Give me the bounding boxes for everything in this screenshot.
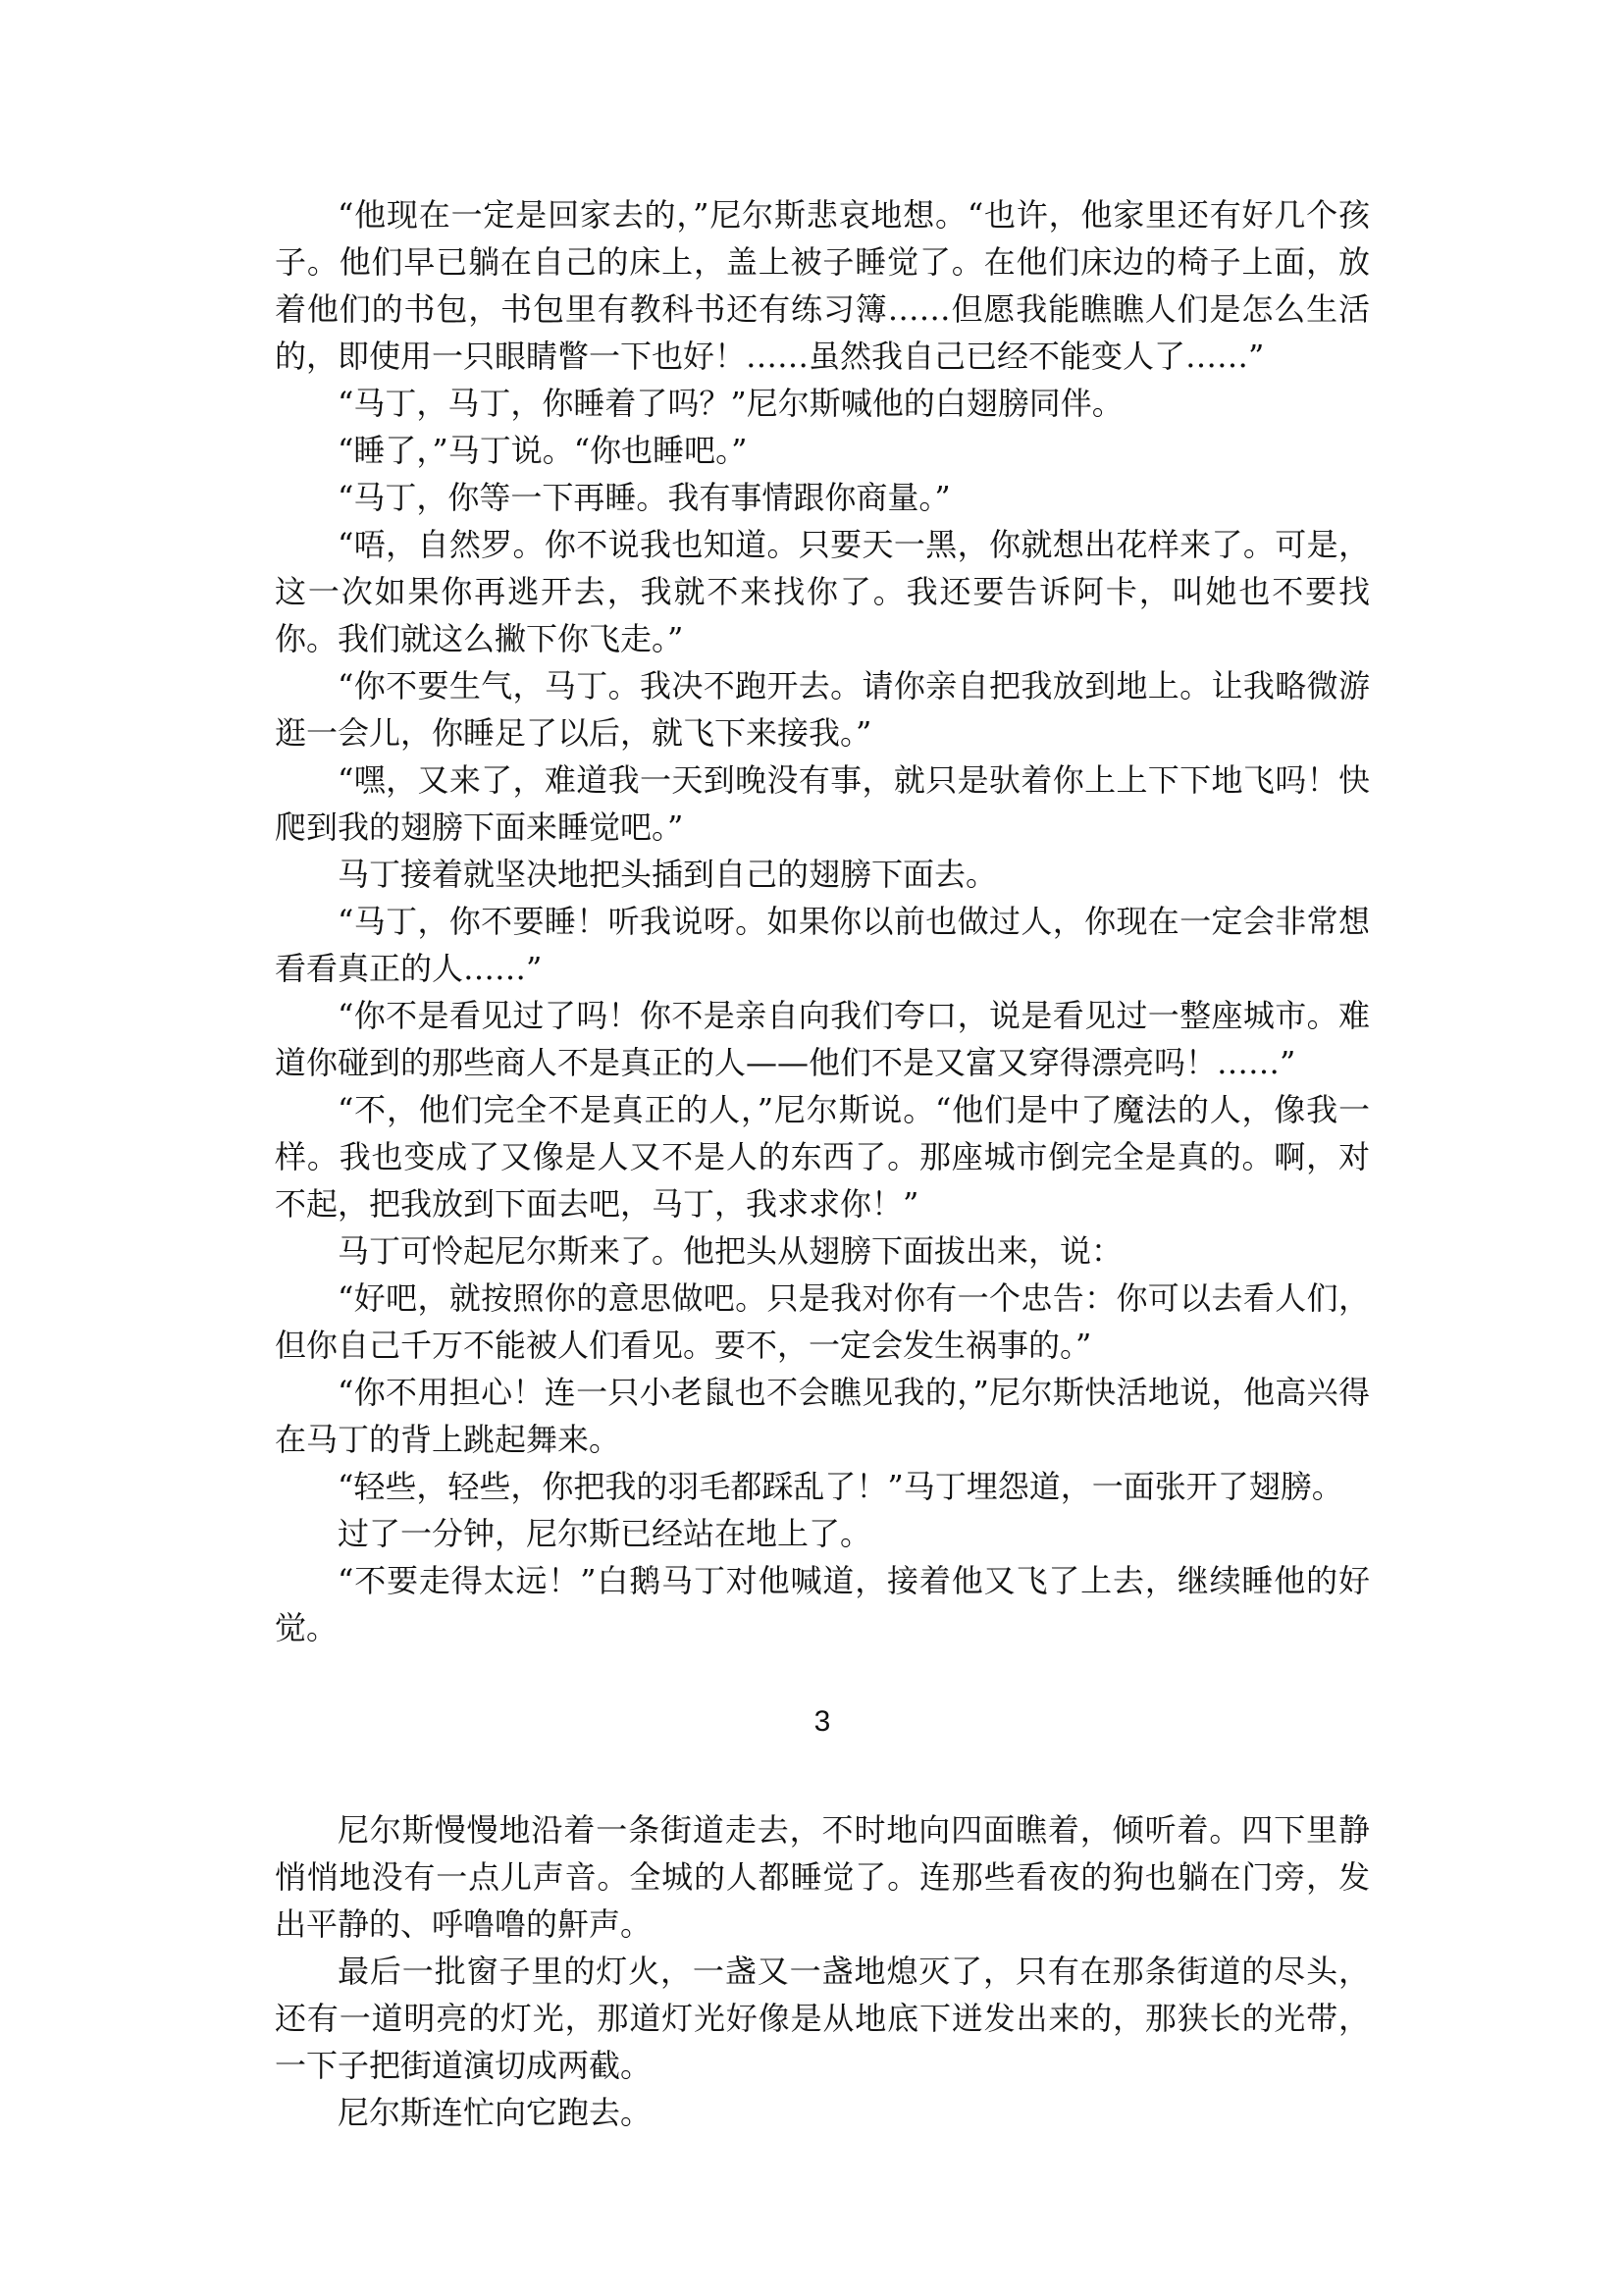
section-three-text: [275, 1806, 1370, 2136]
paragraph: 马丁接着就坚决地把头插到自己的翅膀下面去。: [338, 856, 998, 893]
paragraph: “唔，自然罗。你不说我也知道。只要天一黑，你就想出花样来了。可是，这一次如果你再逃开去，我就不来找你了。我还要告诉阿卡，叫她也不要找你。我们就这么撇下你飞走。”: [275, 526, 1370, 657]
paragraph: “你不要生气，马丁。我决不跑开去。请你亲自把我放到地上。让我略微游逛一会儿，你睡足了以后，就飞下来接我。”: [275, 667, 1370, 752]
paragraph: “嘿，又来了，难道我一天到晚没有事，就只是驮着你上上下下地飞吗！快爬到我的翅膀下面来睡觉吧。”: [275, 761, 1370, 846]
paragraph: 尼尔斯慢慢地沿着一条街道走去，不时地向四面瞧着，倾听着。四下里静悄悄地没有一点儿声音。全城的人都睡觉了。连那些看夜的狗也躺在门旁，发出平静的、呼噜噜的鼾声。: [275, 1811, 1370, 1943]
paragraph: “你不用担心！连一只小老鼠也不会瞧见我的，”尼尔斯快活地说，他高兴得在马丁的背上跳起舞来。: [275, 1374, 1370, 1458]
paragraph: “轻些，轻些，你把我的羽毛都踩乱了！”马丁埋怨道，一面张开了翅膀。: [338, 1468, 1343, 1505]
paragraph: “不要走得太远！”白鹅马丁对他喊道，接着他又飞了上去，继续睡他的好觉。: [275, 1562, 1370, 1646]
section-number-heading: 3: [813, 1705, 831, 1738]
paragraph: “马丁，你不要睡！听我说呀。如果你以前也做过人，你现在一定会非常想看看真正的人……”: [275, 903, 1370, 987]
paragraph: 尼尔斯连忙向它跑去。: [338, 2094, 653, 2131]
paragraph: “不，他们完全不是真正的人，”尼尔斯说。“他们是中了魔法的人，像我一样。我也变成了又像是人又不是人的东西了。那座城市倒完全是真的。啊，对不起，把我放到下面去吧，马丁，我求求你！”: [275, 1091, 1370, 1223]
paragraph: “睡了，”马丁说。“你也睡吧。”: [338, 432, 748, 469]
document-page: [275, 191, 1370, 2136]
paragraph: 过了一分钟，尼尔斯已经站在地上了。: [338, 1515, 872, 1552]
paragraph: “马丁，你等一下再睡。我有事情跟你商量。”: [338, 479, 951, 516]
paragraph: 马丁可怜起尼尔斯来了。他把头从翅膀下面拔出来，说：: [338, 1232, 1124, 1270]
paragraph: “好吧，就按照你的意思做吧。只是我对你有一个忠告：你可以去看人们，但你自己千万不能被人们看见。要不，一定会发生祸事的。”: [275, 1279, 1370, 1364]
paragraph: “马丁，马丁，你睡着了吗？”尼尔斯喊他的白翅膀同伴。: [338, 385, 1124, 422]
section-one-text: [275, 191, 1370, 1651]
paragraph: 最后一批窗子里的灯火，一盏又一盏地熄灭了，只有在那条街道的尽头，还有一道明亮的灯光，那道灯光好像是从地底下迸发出来的，那狭长的光带，一下子把街道演切成两截。: [275, 1953, 1370, 2084]
paragraph: “他现在一定是回家去的，”尼尔斯悲哀地想。“也许，他家里还有好几个孩子。他们早已躺在自己的床上，盖上被子睡觉了。在他们床边的椅子上面，放着他们的书包，书包里有教科书还有练习簿……但愿我能瞧瞧人们是怎么生活的，即使用一只眼睛瞥一下也好！……虽然我自己已经不能变人了……”: [275, 196, 1370, 375]
paragraph: “你不是看见过了吗！你不是亲自向我们夸口，说是看见过一整座城市。难道你碰到的那些商人不是真正的人——他们不是又富又穿得漂亮吗！……”: [275, 997, 1370, 1081]
